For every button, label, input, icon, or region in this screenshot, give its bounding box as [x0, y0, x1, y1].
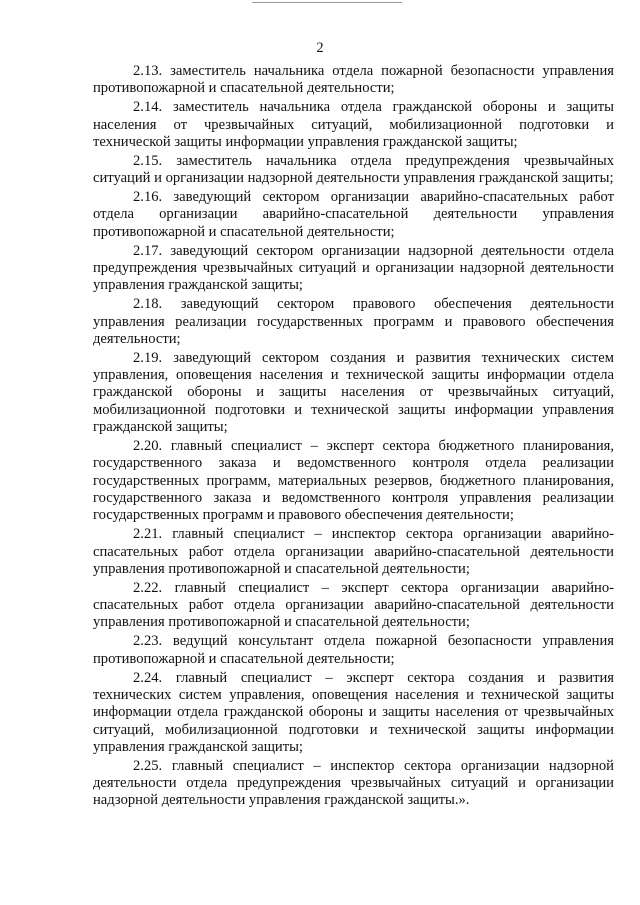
paragraph-2-16: 2.16. заведующий сектором организации аварийно-спасательных работ отдела организации аварийно-спасательной деятельности управления противопожарной и спасательной деятельности;: [93, 189, 614, 240]
document-body: [93, 63, 614, 810]
paragraph-2-24: 2.24. главный специалист – эксперт сектора создания и развития технических систем управления, оповещения населения и технической защиты информации отдела гражданской обороны и защиты населения от чрезвычайных ситуаций, мобилизационной подготовки и технической защиты информации управления гражданской защиты;: [93, 669, 614, 755]
page-number: 2: [316, 40, 324, 56]
paragraph-2-25: 2.25. главный специалист – инспектор сектора организации надзорной деятельности отдела предупреждения чрезвычайных ситуаций и организации надзорной деятельности управления гражданской защиты.».: [93, 757, 614, 809]
paragraph-2-18: 2.18. заведующий сектором правового обеспечения деятельности управления реализации государственных программ и правового обеспечения деятельности;: [93, 296, 614, 347]
paragraph-2-17: 2.17. заведующий сектором организации надзорной деятельности отдела предупреждения чрезвычайных ситуаций и организации надзорной деятельности управления гражданской защиты;: [93, 242, 614, 294]
paragraph-2-14: 2.14. заместитель начальника отдела гражданской обороны и защиты населения от чрезвычайных ситуаций, мобилизационной подготовки и технической защиты информации управления гражданской защиты;: [93, 99, 614, 150]
paragraph-2-15: 2.15. заместитель начальника отдела предупреждения чрезвычайных ситуаций и организации надзорной деятельности управления гражданской защиты;: [93, 152, 614, 187]
paragraph-2-19: 2.19. заведующий сектором создания и развития технических систем управления, оповещения населения и технической защиты информации отдела гражданской обороны и защиты населения от чрезвычайных ситуаций, мобилизационной подготовки и технической защиты информации управления гражданской защиты;: [93, 349, 614, 436]
paragraph-2-13: 2.13. заместитель начальника отдела пожарной безопасности управления противопожарной и спасательной деятельности;: [93, 63, 614, 97]
paragraph-2-20: 2.20. главный специалист – эксперт сектора бюджетного планирования, государственного заказа и ведомственного контроля отдела реализации государственных программ, материальных резервов, бюджетного планирования, государственного заказа и ведомственного контроля управления реализации государственных программ и правового обеспечения деятельности;: [93, 438, 614, 524]
paragraph-2-22: 2.22. главный специалист – эксперт сектора организации аварийно-спасательных работ отдела организации аварийно-спасательной деятельности управления противопожарной и спасательной деятельности;: [93, 579, 614, 631]
paragraph-2-21: 2.21. главный специалист – инспектор сектора организации аварийно-спасательных работ отдела организации аварийно-спасательной деятельности управления противопожарной и спасательной деятельности;: [93, 526, 614, 577]
paragraph-2-23: 2.23. ведущий консультант отдела пожарной безопасности управления противопожарной и спасательной деятельности;: [93, 633, 614, 667]
top-edge-line: [252, 2, 402, 3]
